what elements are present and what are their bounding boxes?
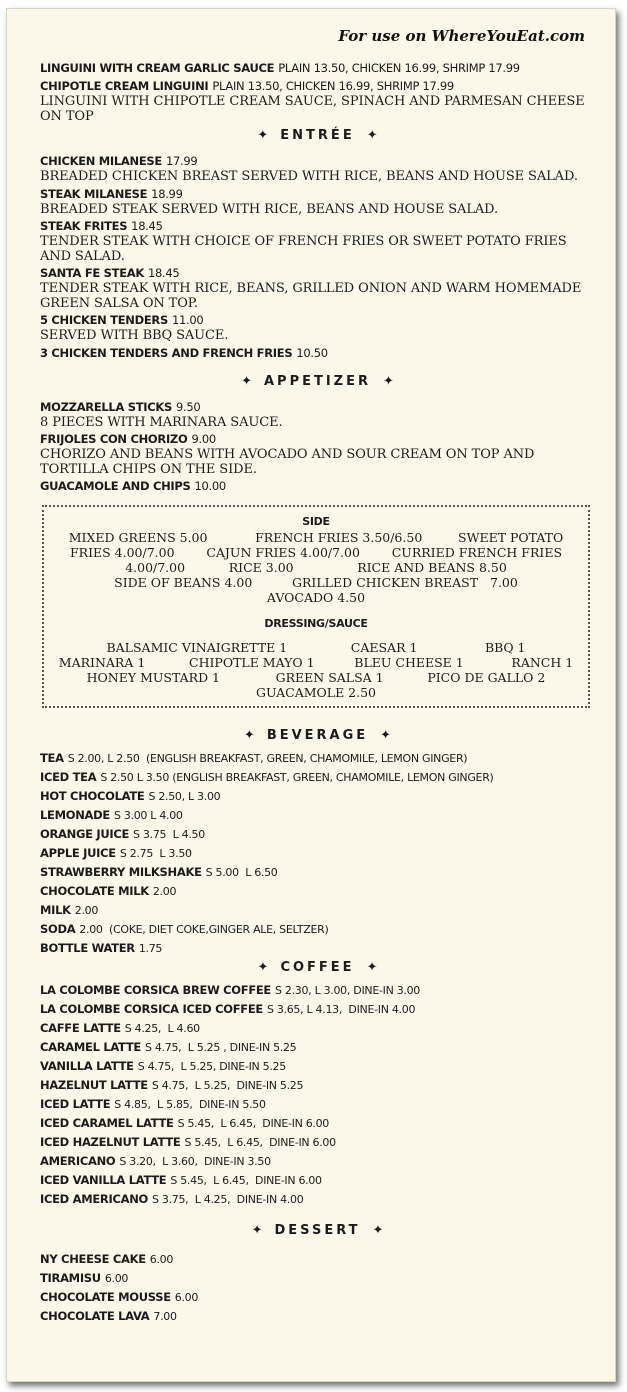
side-dressing-box xyxy=(42,505,590,708)
coffee-list xyxy=(40,981,595,1209)
menu-item xyxy=(40,344,595,362)
item-name: SODA xyxy=(40,922,76,936)
item-name: ICED TEA xyxy=(40,770,97,784)
menu-item xyxy=(40,1000,595,1019)
item-price: 2.00 (COKE, DIET COKE,GINGER ALE, SELTZER) xyxy=(79,923,329,936)
star-icon: ✦ xyxy=(366,128,378,143)
menu-item xyxy=(40,882,595,901)
menu-item xyxy=(40,217,595,264)
item-name: CHICKEN MILANESE xyxy=(40,154,162,168)
item-price: S 4.75, L 5.25, DINE-IN 5.25 xyxy=(151,1079,304,1092)
item-name: HOT CHOCOLATE xyxy=(40,789,145,803)
side-line: 4.00/7.00 RICE 3.00 RICE AND BEANS 8.50 xyxy=(125,560,507,575)
menu-content xyxy=(40,59,595,1326)
side-line: SIDE OF BEANS 4.00 GRILLED CHICKEN BREAST 7.00 xyxy=(114,575,518,590)
star-icon: ✦ xyxy=(372,1223,384,1238)
item-price: S 3.75 L 4.50 xyxy=(133,828,205,841)
dressing-line: HONEY MUSTARD 1 GREEN SALSA 1 PICO DE GALLO 2 xyxy=(86,670,546,685)
item-name: 3 CHICKEN TENDERS AND FRENCH FRIES xyxy=(40,345,293,360)
menu-item xyxy=(40,1019,595,1038)
item-price: PLAIN 13.50, CHICKEN 16.99, SHRIMP 17.99 xyxy=(278,61,520,75)
item-description: LINGUINI WITH CHIPOTLE CREAM SAUCE, SPINACH AND PARMESAN CHEESE ON TOP xyxy=(40,94,585,124)
item-name: ICED HAZELNUT LATTE xyxy=(40,1135,181,1149)
item-name: FRIJOLES CON CHORIZO xyxy=(40,432,188,446)
section-title: COFFEE xyxy=(280,960,355,975)
section-heading-appetizer xyxy=(40,374,595,389)
menu-item xyxy=(40,477,595,495)
item-price: 2.00 xyxy=(74,904,99,917)
item-price: S 3.00 L 4.00 xyxy=(113,809,183,822)
item-price: 7.00 xyxy=(153,1310,177,1323)
item-description: 8 PIECES WITH MARINARA SAUCE. xyxy=(40,414,283,430)
side-title: SIDE xyxy=(302,515,330,528)
item-price: S 2.75 L 3.50 xyxy=(119,847,192,860)
item-price: 10.00 xyxy=(194,479,226,493)
menu-item xyxy=(40,264,595,311)
item-price: 1.75 xyxy=(138,942,163,955)
star-icon: ✦ xyxy=(380,728,392,743)
menu-item xyxy=(40,152,595,185)
menu-item xyxy=(40,398,595,431)
menu-item xyxy=(40,1038,595,1057)
item-name: LEMONADE xyxy=(40,808,110,822)
menu-item xyxy=(40,77,595,124)
item-price: 18.99 xyxy=(151,186,183,201)
star-icon: ✦ xyxy=(257,960,269,975)
item-name: ICED CARAMEL LATTE xyxy=(40,1116,174,1130)
item-description: BREADED CHICKEN BREAST SERVED WITH RICE, BEANS AND HOUSE SALAD. xyxy=(40,169,578,184)
star-icon: ✦ xyxy=(366,960,378,975)
side-line: FRIES 4.00/7.00 CAJUN FRIES 4.00/7.00 CURRIED FRENCH FRIES xyxy=(69,545,563,560)
star-icon: ✦ xyxy=(241,373,252,389)
item-name: CHIPOTLE CREAM LINGUINI xyxy=(40,79,209,93)
item-price: S 5.45, L 6.45, DINE-IN 6.00 xyxy=(184,1136,336,1149)
item-name: CHOCOLATE MOUSSE xyxy=(40,1290,171,1304)
star-icon: ✦ xyxy=(251,1223,263,1238)
menu-item xyxy=(40,1076,595,1095)
section-heading-entree xyxy=(40,128,595,143)
item-price: S 2.50 L 3.50 (ENGLISH BREAKFAST, GREEN, CHAMOMILE, LEMON GINGER) xyxy=(100,771,494,784)
section-title: DESSERT xyxy=(274,1223,361,1238)
item-name: ORANGE JUICE xyxy=(40,827,130,841)
menu-item xyxy=(40,981,595,1000)
item-name: NY CHEESE CAKE xyxy=(40,1252,146,1266)
menu-item xyxy=(40,1057,595,1076)
menu-item xyxy=(40,768,595,787)
menu-item xyxy=(40,59,595,77)
item-name: VANILLA LATTE xyxy=(40,1059,134,1073)
item-price: 6.00 xyxy=(174,1291,199,1304)
item-price: S 5.45, L 6.45, DINE-IN 6.00 xyxy=(170,1174,322,1187)
item-name: MOZZARELLA STICKS xyxy=(40,399,173,414)
item-name: TEA xyxy=(40,751,64,765)
item-description: TENDER STEAK WITH RICE, BEANS, GRILLED ONION AND WARM HOMEMADE GREEN SALSA ON TOP. xyxy=(40,281,582,311)
item-price: 6.00 xyxy=(104,1272,129,1285)
item-price: 9.00 xyxy=(191,432,216,446)
star-icon: ✦ xyxy=(257,128,269,143)
menu-page xyxy=(6,8,616,1382)
beverage-list xyxy=(40,749,595,958)
item-price: S 3.75, L 4.25, DINE-IN 4.00 xyxy=(152,1193,304,1206)
section-heading-coffee xyxy=(40,960,595,975)
menu-item xyxy=(40,901,595,920)
item-name: LINGUINI WITH CREAM GARLIC SAUCE xyxy=(40,61,275,75)
item-name: BOTTLE WATER xyxy=(40,941,135,955)
item-name: ICED LATTE xyxy=(40,1097,111,1111)
dressing-line: MARINARA 1 CHIPOTLE MAYO 1 BLEU CHEESE 1 RANCH 1 xyxy=(58,655,574,670)
section-title: BEVERAGE xyxy=(266,728,369,743)
item-price: S 4.75, L 5.25, DINE-IN 5.25 xyxy=(137,1060,286,1073)
menu-item xyxy=(40,1307,595,1326)
item-price: S 2.30, L 3.00, DINE-IN 3.00 xyxy=(275,984,420,997)
item-name: ICED VANILLA LATTE xyxy=(40,1173,167,1187)
watermark-text: For use on WhereYouEat.com xyxy=(338,27,585,45)
item-price: 17.99 xyxy=(165,154,198,168)
menu-item xyxy=(40,806,595,825)
item-name: CAFFE LATTE xyxy=(40,1021,121,1035)
menu-item xyxy=(40,1171,595,1190)
item-price: 2.00 xyxy=(152,885,177,898)
item-description: TENDER STEAK WITH CHOICE OF FRENCH FRIES OR SWEET POTATO FRIES AND SALAD. xyxy=(40,234,567,264)
item-name: LA COLOMBE CORSICA BREW COFFEE xyxy=(40,983,271,997)
item-name: 5 CHICKEN TENDERS xyxy=(40,313,168,327)
item-name: HAZELNUT LATTE xyxy=(40,1078,148,1092)
item-name: TIRAMISU xyxy=(40,1271,101,1285)
dressing-line: BALSAMIC VINAIGRETTE 1 CAESAR 1 BBQ 1 xyxy=(106,640,526,655)
item-price: 6.00 xyxy=(149,1253,174,1266)
item-price: S 3.20, L 3.60, DINE-IN 3.50 xyxy=(119,1155,271,1168)
menu-item xyxy=(40,430,595,477)
star-icon: ✦ xyxy=(383,373,394,389)
dessert-list xyxy=(40,1250,595,1326)
item-price: 18.45 xyxy=(131,219,163,233)
side-line: AVOCADO 4.50 xyxy=(266,590,366,605)
dressing-title: DRESSING/SAUCE xyxy=(264,617,368,630)
item-description: BREADED STEAK SERVED WITH RICE, BEANS AND HOUSE SALAD. xyxy=(40,201,499,217)
section-heading-dessert xyxy=(40,1223,595,1238)
item-price: S 3.65, L 4.13, DINE-IN 4.00 xyxy=(266,1003,416,1016)
item-price: S 5.00 L 6.50 xyxy=(205,866,278,879)
item-price: 10.50 xyxy=(296,345,328,360)
star-icon: ✦ xyxy=(243,728,255,743)
side-line: MIXED GREENS 5.00 FRENCH FRIES 3.50/6.50 SWEET POTATO xyxy=(68,530,564,545)
item-description: CHORIZO AND BEANS WITH AVOCADO AND SOUR CREAM ON TOP AND TORTILLA CHIPS ON THE SIDE. xyxy=(40,447,535,477)
menu-item xyxy=(40,825,595,844)
item-price: PLAIN 13.50, CHICKEN 16.99, SHRIMP 17.99 xyxy=(212,79,454,93)
item-price: S 5.45, L 6.45, DINE-IN 6.00 xyxy=(177,1117,330,1130)
menu-item xyxy=(40,185,595,218)
item-name: AMERICANO xyxy=(40,1154,116,1168)
item-price: 9.50 xyxy=(176,399,201,414)
menu-item xyxy=(40,1269,595,1288)
item-name: LA COLOMBE CORSICA ICED COFFEE xyxy=(40,1002,263,1016)
item-price: 11.00 xyxy=(171,313,204,327)
section-title: ENTRÉE xyxy=(280,128,355,143)
appetizer-list xyxy=(40,398,595,496)
item-name: GUACAMOLE AND CHIPS xyxy=(40,479,191,493)
menu-item xyxy=(40,1288,595,1307)
item-price: S 4.75, L 5.25 , DINE-IN 5.25 xyxy=(144,1041,297,1054)
menu-item xyxy=(40,787,595,806)
section-heading-beverage xyxy=(40,728,595,743)
menu-item xyxy=(40,749,595,768)
menu-item xyxy=(40,1152,595,1171)
item-name: SANTA FE STEAK xyxy=(40,266,144,280)
item-name: MILK xyxy=(40,903,71,917)
item-name: CHOCOLATE MILK xyxy=(40,884,149,898)
item-name: ICED AMERICANO xyxy=(40,1192,148,1206)
menu-item xyxy=(40,311,595,344)
menu-item xyxy=(40,920,595,939)
item-name: CHOCOLATE LAVA xyxy=(40,1309,150,1323)
item-name: STEAK MILANESE xyxy=(40,186,148,201)
item-price: S 2.00, L 2.50 (ENGLISH BREAKFAST, GREEN, CHAMOMILE, LEMON GINGER) xyxy=(67,752,468,765)
menu-item xyxy=(40,863,595,882)
menu-item xyxy=(40,844,595,863)
menu-item xyxy=(40,1133,595,1152)
item-name: CARAMEL LATTE xyxy=(40,1040,141,1054)
menu-item xyxy=(40,1190,595,1209)
section-title: APPETIZER xyxy=(263,373,372,389)
item-name: STRAWBERRY MILKSHAKE xyxy=(40,865,202,879)
dressing-line: GUACAMOLE 2.50 xyxy=(255,685,377,700)
pasta-list xyxy=(40,59,595,124)
item-name: STEAK FRITES xyxy=(40,219,128,233)
entree-list xyxy=(40,152,595,362)
menu-item xyxy=(40,1095,595,1114)
menu-item xyxy=(40,1250,595,1269)
item-price: S 4.85, L 5.85, DINE-IN 5.50 xyxy=(114,1098,266,1111)
item-price: 18.45 xyxy=(147,266,180,280)
menu-item xyxy=(40,939,595,958)
menu-item xyxy=(40,1114,595,1133)
item-description: SERVED WITH BBQ SAUCE. xyxy=(40,328,229,343)
item-price: S 4.25, L 4.60 xyxy=(124,1022,200,1035)
item-price: S 2.50, L 3.00 xyxy=(148,790,221,803)
item-name: APPLE JUICE xyxy=(40,846,116,860)
